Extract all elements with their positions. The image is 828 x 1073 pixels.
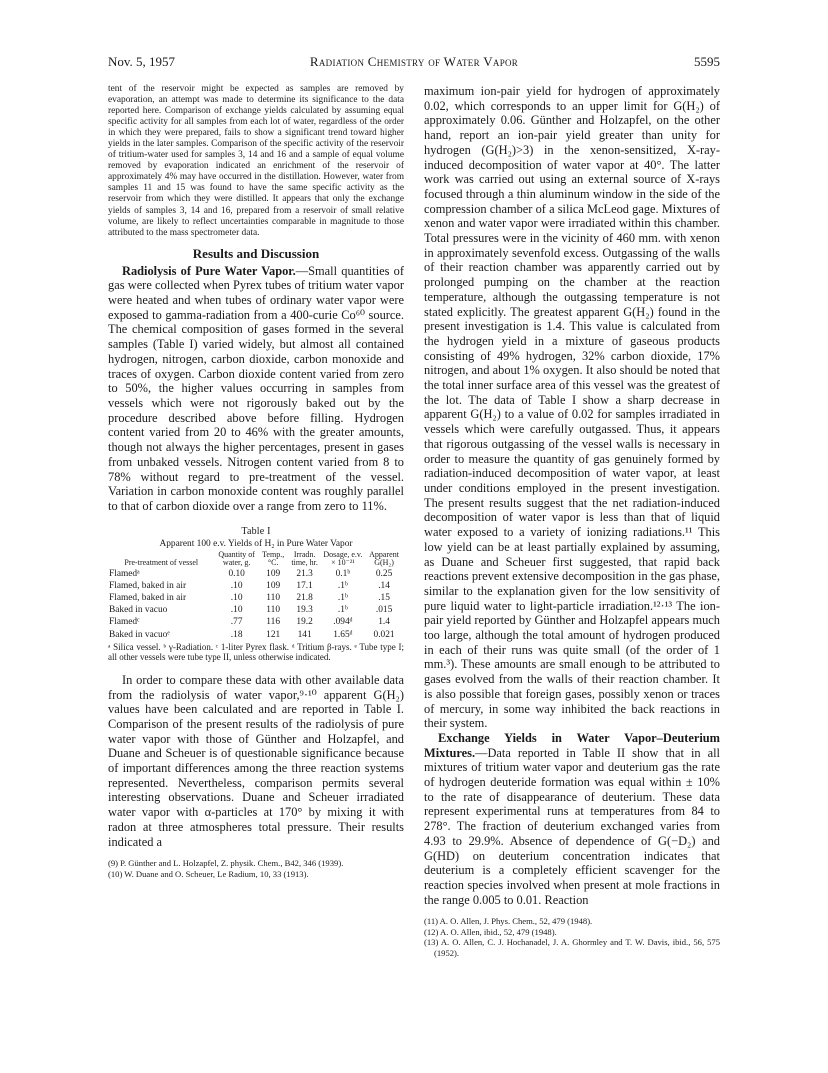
radiolysis-paragraph [108, 264, 404, 514]
yields-table [108, 551, 404, 641]
running-title: Radiation Chemistry of Water Vapor [309, 54, 519, 69]
table-cell: .10 [230, 605, 243, 616]
table-cell: .15 [378, 593, 390, 604]
table-notes: ᵃ Silica vessel. ᵇ γ-Radiation. ᶜ 1-liter Pyrex flask. ᵈ Tritium β-rays. ᵉ Tube type I; all other vessels were tube type II, unless otherwise indicated. [108, 641, 404, 663]
footnote: (10) W. Duane and O. Scheuer, Le Radium, 10, 33 (1913). [108, 868, 309, 879]
table-cell: 109 [266, 580, 281, 591]
table-cell: Flamed, baked in air [109, 580, 187, 591]
table-cell: .18 [230, 629, 243, 640]
comparison-paragraph: In order to compare these data with other available data from the radiolysis of water vapor,⁹·¹⁰ apparent G(H₂) values have been calculated and are reported in Table I. Comparison of the present results of the radiolysis of pure water vapor with those of Günther and Holzapfel, and Duane and Scheuer is of questionable significance because of important differences among the three reaction systems represented. Nevertheless, comparison permits several interesting observations. Duane and Scheuer irradiated water vapor with α-particles at 170° by mixing it with radon at three atmospheres total pressure. Their results indicated a [108, 672, 404, 849]
section-heading: Results and Discussion [192, 245, 320, 261]
table-cell: 21.8 [296, 593, 313, 604]
table-cell: .14 [378, 580, 390, 591]
table-cell: 19.3 [296, 605, 313, 616]
radiolysis-runin-heading: Radiolysis of Pure Water Vapor. [122, 263, 296, 278]
table-cell: .10 [230, 593, 243, 604]
table-cell: 1.4 [378, 617, 390, 628]
table-row [108, 580, 404, 592]
table-cell: .77 [230, 617, 243, 628]
table-cell: 19.2 [296, 617, 313, 628]
footnote: (9) P. Günther and L. Holzapfel, Z. physik. Chem., B42, 346 (1939). [108, 858, 344, 869]
table-header: Irradn. time, hr. [291, 549, 318, 568]
table-cell: 21.3 [296, 568, 313, 579]
table-title: Apparent 100 e.v. Yields of H₂ in Pure Water Vapor [159, 538, 353, 549]
table-caption: Table I [241, 525, 271, 537]
footnote: (12) A. O. Allen, ibid., 52, 479 (1948). [424, 926, 557, 937]
table-cell: Flamedᵃ [109, 568, 140, 579]
table-cell: 1.65ᵈ [333, 629, 353, 640]
radiolysis-text: —Small quantities of gas were collected when Pyrex tubes of tritium water vapor were heated and when tubes of ordinary water vapor were exposed to gamma-radiation from a 400-curie Co⁶⁰ source. The chemical composition of gases formed in the several samples (Table I) varied widely, but almost all contained hydrogen, nitrogen, carbon dioxide, carbon monoxide and traces of oxygen. Carbon dioxide content varied from zero to 50%, the higher values occurring in samples from vessels which were not rigorously baked out by the procedure described above before filling. Hydrogen content varied from 20 to 46% with the greater amounts, though not always the higher percentages, present in gases from unbaked vessels. Nitrogen content varied from 8 to 78% without regard to pre-treatment of the vessel. Variation in carbon monoxide content was roughly parallel to that of carbon dioxide over a range from zero to 11%. [108, 263, 404, 513]
issue-date: Nov. 5, 1957 [108, 54, 176, 69]
exchange-paragraph [424, 731, 720, 907]
table-cell: 110 [266, 605, 281, 616]
table-header-row [108, 551, 404, 568]
table-header: Dosage, e.v. × 10⁻²¹ [323, 549, 363, 568]
table-cell: 17.1 [296, 580, 313, 591]
table-row [108, 629, 404, 641]
table-cell: 0.021 [373, 629, 395, 640]
table-cell: .1ᵇ [337, 580, 348, 591]
footnote: (11) A. O. Allen, J. Phys. Chem., 52, 479 (1948). [424, 916, 593, 927]
table-cell: Baked in vacuoᵉ [109, 629, 170, 640]
table-header: Pre-treatment of vessel [124, 558, 199, 568]
table-cell: 0.25 [375, 568, 393, 579]
page-header [108, 54, 720, 70]
table-cell: .1ᵇ [337, 605, 348, 616]
table-cell: .10 [230, 580, 243, 591]
right-column [424, 84, 720, 958]
table-cell: Flamedᶜ [109, 617, 140, 628]
table-cell: Flamed, baked in air [109, 593, 187, 604]
intro-paragraph: tent of the reservoir might be expected as samples are removed by evaporation, an attempt was made to determine its significance to the data reported here. Comparison of exchange yields calculated by assuming equal specific activity for all samples from each lot of water, regardless of the order in which they were prepared, fails to show a significant trend toward higher yields in the later samples. Comparison of the specific activity of the reservoir of tritium-water used for samples 3, 14 and 16 and a sample of equal volume removed by evaporation indicated an enrichment of the reservoir of approximately 4% may have occurred in the distillation. However, water from samples 11 and 15 was found to have the same specific activity as the reservoir from which they were distilled. It appears that only the exchange yields of samples 3, 14 and 16, prepared from a reservoir of small relative volume, are likely to reflect uncertainties comparable in magnitude to those attributed to the mass spectrometer data. [108, 84, 404, 238]
footnotes-right [424, 916, 720, 958]
table-row [108, 568, 404, 580]
footnote: (13) A. O. Allen, C. J. Hochanadel, J. A. Ghormley and T. W. Davis, ibid., 56, 575 (1952). [424, 937, 720, 958]
table-row [108, 592, 404, 604]
table-cell: .015 [375, 605, 393, 616]
table-header: Temp., °C. [262, 549, 285, 568]
table-cell: 141 [297, 629, 312, 640]
table-row [108, 604, 404, 616]
exchange-text: —Data reported in Table II show that in all mixtures of tritium water vapor and deuterium gas the rate of hydrogen deuteride formation was equal within ± 10% to the rate of disappearance of deuterium. These data represent experimental runs at temperatures from 84 to 278°. The fraction of deuterium exchanged varies from 4.93 to 29.9%. Absence of dependence of G(−D₂) and G(HD) on deuterium concentration indicates that deuterium is a completely efficient scavenger for the reaction species involved when present at mole fractions in the range 0.005 to 0.01. Reaction [424, 745, 720, 907]
table-cell: 110 [266, 593, 281, 604]
table-cell: 109 [266, 568, 281, 579]
footnotes-left [108, 858, 404, 879]
table-cell: 0.1ᵇ [335, 568, 351, 579]
left-column [108, 84, 404, 879]
table-header: Quantity of water, g. [218, 549, 255, 568]
table-cell: 121 [266, 629, 281, 640]
continuation-paragraph: maximum ion-pair yield for hydrogen of approximately 0.02, which corresponds to an upper limit for G(H₂) of approximately 0.06. Günther and Holzapfel, on the other hand, report an ion-pair yield greater than unity for hydrogen (G(H₂)>3) in the xenon-sensitized, X-ray-induced decomposition of water vapor at 40°. The latter work was carried out using an external source of X-rays focused through a thin aluminum window in the side of the compression chamber of a silica McLeod gage. Mixtures of xenon and water vapor were irradiated within this chamber. Total pressures were in the vicinity of 460 mm. with xenon in approximately sevenfold excess. Outgassing of the walls of their reaction chamber was apparently carried out by prolonged pumping on the chamber at the reaction temperature, although the outgassing temperature is not stated explicitly. The greatest apparent G(H₂) found in the present investigation is 1.4. This value is calculated from the hydrogen yield in a mixture of gaseous products consisting of 49% hydrogen, 32% carbon dioxide, 17% nitrogen, and about 1% oxygen. It also should be noted that the total inner surface area of this vessel was the greatest of the lot. The data of Table I show a sharp decrease in apparent G(H₂) to a value of 0.02 for samples irradiated in vessels which were carefully outgassed. Thus, it appears that rigorous outgassing of the vessel walls is necessary in order to measure the quantity of gas genuinely formed by radiation-induced decomposition of water vapor, at least under conditions employed in the present investigation. The present results suggest that the net radiation-induced decomposition of water vapor is less than that of liquid water exposed to a variety of ionizing radiations.¹¹ This low yield can be at least partially explained by assuming, as Duane and Scheuer first suggested, that rapid back reactions prevent extensive decomposition in the gas phase, similar to the explanation given for the low sensitivity of pure liquid water to light-particle irradiation.¹²·¹³ The ion-pair yield reported by Günther and Holzapfel appears much too large, although the total amount of hydrogen produced in each of their runs was quite small (of the order of 1 mm.³). These amounts are small enough to be attributed to gases evolved from the walls of their reaction chamber. It is also possible that foreign gases, possibly xenon or traces of mercury, in some way inhibited the back reactions in their system. [424, 84, 720, 731]
table-header: Apparent G(H₂) [369, 549, 399, 568]
table-row [108, 616, 404, 628]
table-cell: Baked in vacuo [109, 605, 168, 616]
exchange-runin-heading: Exchange Yields in Water Vapor–Deuterium Mixtures. [424, 730, 720, 760]
table-cell: .1ᵇ [337, 593, 348, 604]
table-cell: .094ᵈ [333, 617, 353, 628]
table-cell: 0.10 [228, 568, 245, 579]
page-number: 5595 [694, 54, 720, 69]
table-cell: 116 [266, 617, 281, 628]
